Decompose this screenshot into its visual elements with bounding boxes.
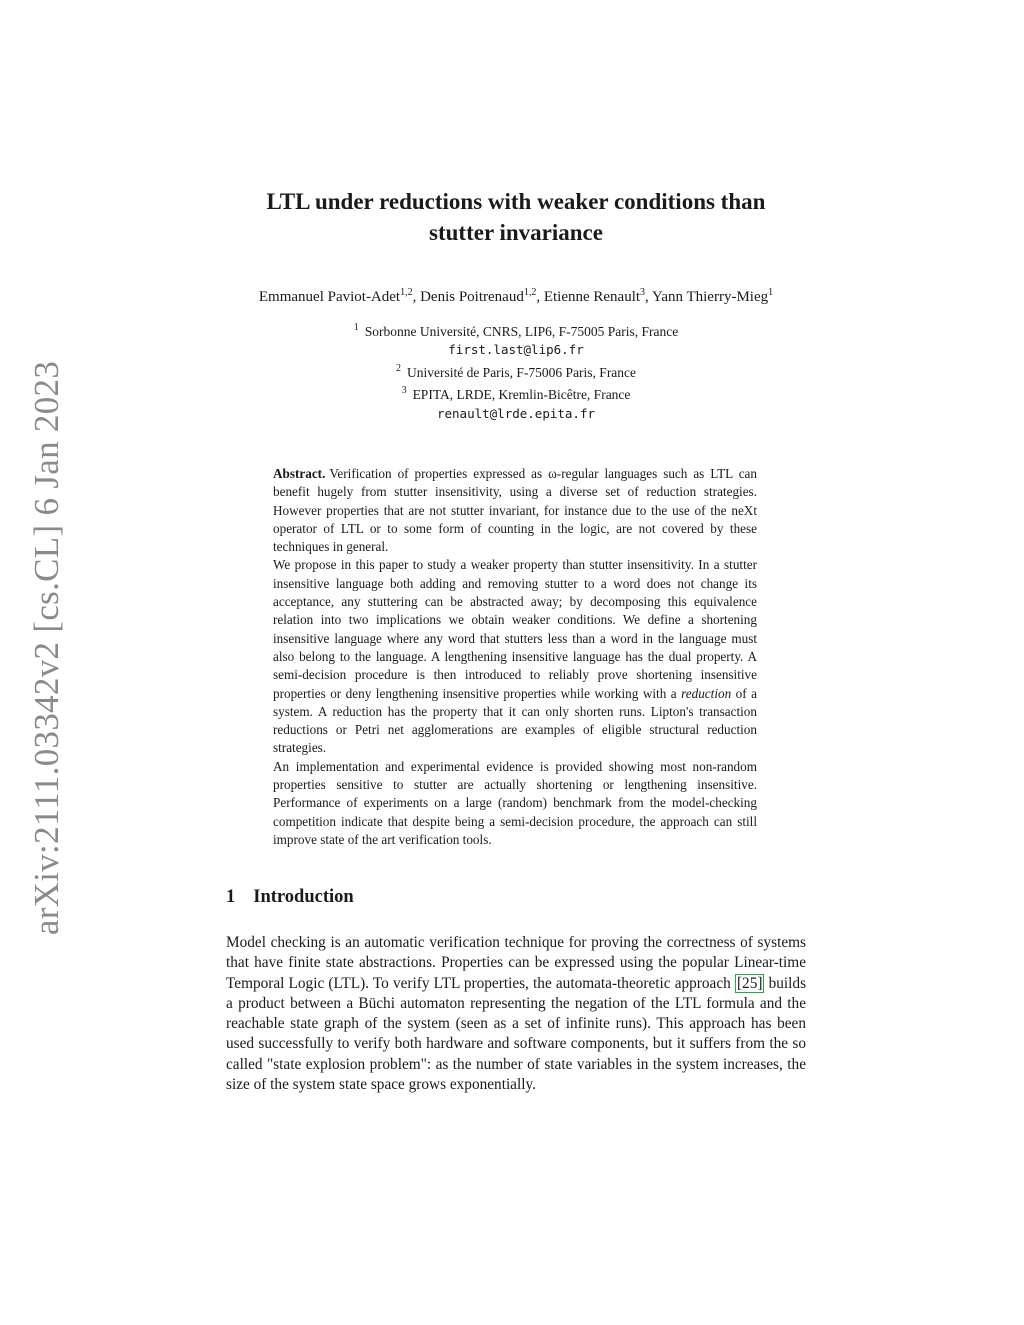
- abstract-paragraph: [273, 758, 757, 849]
- author-affiliation-marker: 1: [768, 287, 774, 298]
- abstract: [273, 465, 757, 849]
- affiliation-number: 2: [395, 362, 401, 374]
- abstract-text: An implementation and experimental evidence is provided showing most non-random properties sensitive to stutter are actually shortening or lengthening insensitive. Performance of experiments on a large (random) benchmark from the model-checking competition indicate that despite being a semi-decision procedure, the approach can still improve state of the art verification tools.: [273, 758, 757, 847]
- author-affiliation-marker: 1,2: [400, 287, 413, 298]
- intro-text: Model checking is an automatic verification technique for proving the correctness of systems that have finite state abstractions. Properties can be expressed using the popular Linear-time Temporal Logic (LTL). To verify LTL properties, the automata-theoretic approach: [226, 934, 806, 992]
- affiliation-block: [226, 319, 806, 423]
- abstract-label: Abstract.: [273, 466, 326, 481]
- author-separator: ,: [645, 289, 652, 305]
- abstract-text: Verification of properties expressed as ω-regular languages such as LTL can benefit hugely from stutter insensitivity, using a diverse set of reduction strategies. However properties that are not stutter invariant, for instance due to the use of the neXt operator of LTL or to some form of counting in the logic, are not covered by these techniques in general.: [273, 466, 757, 555]
- author-name: Emmanuel Paviot-Adet: [258, 289, 401, 305]
- author-name: Yann Thierry-Mieg: [652, 289, 769, 305]
- abstract-text: We propose in this paper to study a weaker property than stutter insensitivity. In a stutter insensitive language both adding and removing stutter to a word does not change its acceptance, any stuttering can be abstracted away; by decomposing this equivalence relation into two implications we obtain weaker conditions. We define a shortening insensitive language where any word that stutters less than a word in the language must also belong to the language. A lengthening insensitive language has the dual property. A semi-decision procedure is then introduced to reliably prove shortening insensitive properties or deny lengthening insensitive properties while working with a: [273, 557, 757, 701]
- affiliation-number: 1: [353, 322, 359, 333]
- abstract-emphasis: reduction: [681, 685, 732, 701]
- paper-title: [226, 186, 806, 248]
- abstract-text: of a system. A reduction has the property that it can only shorten runs. Lipton's transaction reductions or Petri net agglomerations are examples of eligible structural reduction strategies.: [273, 685, 757, 756]
- author-list: [226, 283, 806, 307]
- affiliation-number: 3: [401, 385, 407, 397]
- author-name: Denis Poitrenaud: [420, 289, 524, 305]
- author-separator: ,: [536, 289, 544, 305]
- title-line-2: stutter invariance: [429, 220, 603, 245]
- abstract-paragraph: [273, 556, 757, 757]
- abstract-paragraph: [273, 465, 757, 556]
- author-affiliation-marker: 3: [640, 287, 646, 298]
- affiliation-text: Sorbonne Université, CNRS, LIP6, F-75005 Paris, France: [364, 324, 679, 339]
- affiliation-text: EPITA, LRDE, Kremlin-Bicêtre, France: [412, 387, 631, 403]
- author-name: Etienne Renault: [543, 289, 641, 305]
- section-title: Introduction: [253, 887, 354, 907]
- affiliation-2: [226, 360, 806, 382]
- author-affiliation-marker: 1,2: [523, 287, 537, 298]
- affiliation-email: renault@lrde.epita.fr: [436, 405, 596, 421]
- intro-paragraph: [226, 933, 806, 1095]
- citation-link[interactable]: [25]: [736, 974, 763, 992]
- title-line-1: LTL under reductions with weaker conditions than: [266, 189, 766, 214]
- affiliation-email: first.last@lip6.fr: [448, 342, 584, 358]
- affiliation-1: [226, 319, 806, 341]
- affiliation-text: Université de Paris, F-75006 Paris, France: [406, 364, 637, 380]
- affiliation-3: [226, 382, 806, 404]
- author-separator: ,: [412, 289, 421, 305]
- arxiv-identifier: arXiv:2111.03342v2 [cs.CL] 6 Jan 2023: [27, 360, 66, 936]
- section-number: 1: [226, 887, 236, 907]
- section-heading: [226, 887, 354, 908]
- intro-text: builds a product between a Büchi automaton representing the negation of the LTL formula and the reachable state graph of the system (seen as a set of infinite runs). This approach has been used successfully to verify both hardware and software components, but it suffers from the so called "state explosion problem": as the number of state variables in the system increases, the size of the system state space grows exponentially.: [226, 974, 807, 1094]
